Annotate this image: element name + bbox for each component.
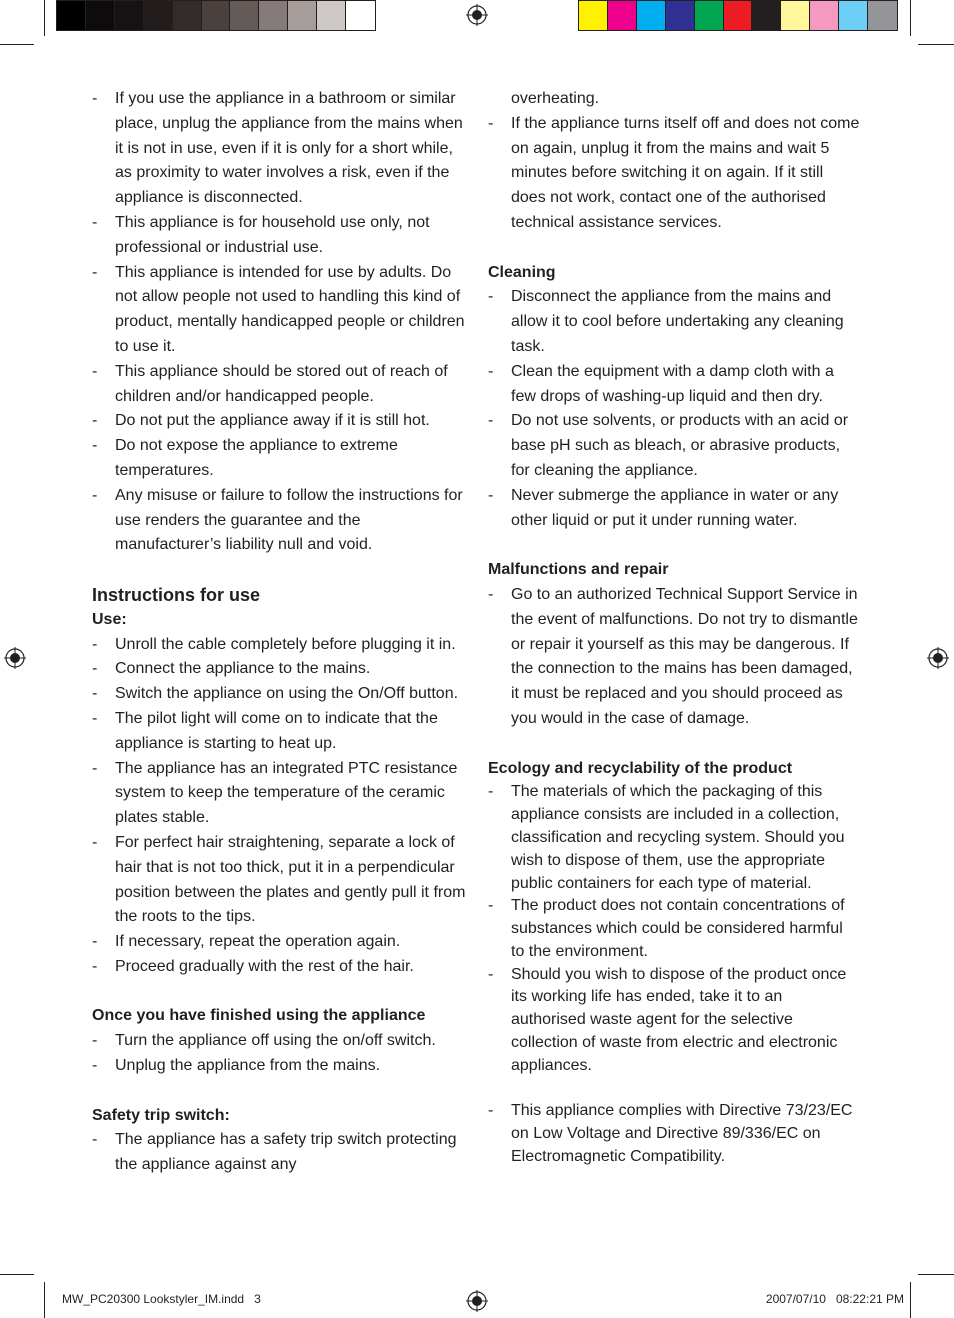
list-item: - The pilot light will come on to indicate that the appliance is starting to heat up.: [92, 707, 468, 757]
ecology-list: [488, 781, 860, 1169]
finished-heading: Once you have finished using the appliance: [92, 1007, 426, 1025]
continuation-text: overheating.: [511, 90, 600, 107]
finished-list: [92, 1029, 468, 1079]
footer-filename: MW_PC20300 Lookstyler_IM.indd 3: [62, 1292, 261, 1306]
color-swatch: [724, 1, 753, 30]
color-swatch: [173, 1, 202, 30]
list-item: - This appliance is for household use only, not professional or industrial use.: [92, 211, 468, 261]
list-item: - Do not put the appliance away if it is still hot.: [92, 409, 468, 434]
color-swatch: [86, 1, 115, 30]
list-item: - The appliance has a safety trip switch protecting the appliance against any: [92, 1128, 468, 1178]
left-column: [92, 87, 468, 1178]
list-item: - Switch the appliance on using the On/Off button.: [92, 682, 468, 707]
list-item: - Proceed gradually with the rest of the hair.: [92, 955, 468, 980]
color-swatch: [230, 1, 259, 30]
use-list: [92, 633, 468, 980]
registration-mark-icon: [927, 647, 949, 669]
grayscale-color-bar: [56, 0, 376, 31]
list-item: - If you use the appliance in a bathroom or similar place, unplug the appliance from the mains when it is not in use, even if it is only for a short while, as proximity to water involves a risk, even if the appliance is disconnected.: [92, 87, 468, 211]
list-item: - Any misuse or failure to follow the instructions for use renders the guarantee and the manufacturer’s liability null and void.: [92, 484, 468, 558]
list-item: - Unplug the appliance from the mains.: [92, 1054, 468, 1079]
footer-datetime: 2007/07/10 08:22:21 PM: [765, 1292, 904, 1306]
crop-mark: [44, 1282, 45, 1318]
process-color-bar: [578, 0, 898, 31]
color-swatch: [346, 1, 375, 30]
ecology-heading: Ecology and recyclability of the product: [488, 759, 793, 777]
safety-precautions-list: [92, 87, 468, 558]
color-swatch: [115, 1, 144, 30]
list-item: - For perfect hair straightening, separate a lock of hair that is not too thick, put it in a perpendicular position between the plates and gently pull it from the roots to the tips.: [92, 831, 468, 930]
list-item: - Clean the equipment with a damp cloth with a few drops of washing-up liquid and then dry.: [488, 360, 860, 410]
registration-mark-icon: [466, 1290, 488, 1312]
list-item: - Do not expose the appliance to extreme temperatures.: [92, 434, 468, 484]
crop-mark: [0, 1274, 34, 1275]
list-item: - Should you wish to dispose of the product once its working life has ended, take it to an authorised waste agent for the selective collection of waste from electric and electronic appliances.: [488, 964, 860, 1078]
list-item: - This appliance complies with Directive 73/23/EC on Low Voltage and Directive 89/336/EC on Electromagnetic Compatibility.: [488, 1100, 860, 1168]
safety-trip-list: [92, 1128, 468, 1178]
crop-mark: [910, 0, 911, 36]
registration-mark-icon: [466, 4, 488, 26]
malfunctions-heading: Malfunctions and repair: [488, 561, 669, 579]
right-column: [488, 87, 860, 1169]
color-swatch: [839, 1, 868, 30]
color-swatch: [666, 1, 695, 30]
malfunctions-list: [488, 583, 860, 732]
list-item: - Do not use solvents, or products with an acid or base pH such as bleach, or abrasive products, for cleaning the appliance.: [488, 409, 860, 483]
registration-mark-icon: [4, 647, 26, 669]
crop-mark: [910, 1282, 911, 1318]
list-item: - Disconnect the appliance from the mains and allow it to cool before undertaking any cleaning task.: [488, 285, 860, 359]
color-swatch: [144, 1, 173, 30]
list-item: - The product does not contain concentrations of substances which could be considered harmful to the environment.: [488, 895, 860, 963]
color-swatch: [288, 1, 317, 30]
color-swatch: [868, 1, 897, 30]
instructions-heading: Instructions for use: [92, 584, 261, 605]
crop-mark: [44, 0, 45, 36]
cleaning-list: [488, 285, 860, 533]
crop-mark: [0, 44, 34, 45]
crop-mark: [918, 1274, 954, 1275]
color-swatch: [259, 1, 288, 30]
list-item: - Unroll the cable completely before plugging it in.: [92, 633, 468, 658]
list-item: - The materials of which the packaging of this appliance consists are included in a collection, classification and recycling system. Should you wish to dispose of them, use the appropriate public containers for each type of material.: [488, 781, 860, 895]
list-item: - Connect the appliance to the mains.: [92, 657, 468, 682]
color-swatch: [57, 1, 86, 30]
list-item: - This appliance should be stored out of reach of children and/or handicapped people.: [92, 360, 468, 410]
cleaning-heading: Cleaning: [488, 263, 556, 281]
color-swatch: [695, 1, 724, 30]
color-swatch: [317, 1, 346, 30]
list-item: - The appliance has an integrated PTC resistance system to keep the temperature of the ceramic plates stable.: [92, 757, 468, 831]
color-swatch: [637, 1, 666, 30]
color-swatch: [608, 1, 637, 30]
list-item: - If necessary, repeat the operation again.: [92, 930, 468, 955]
use-subheading: Use:: [92, 610, 127, 628]
color-swatch: [810, 1, 839, 30]
list-item: - This appliance is intended for use by adults. Do not allow people not used to handling this kind of product, mentally handicapped people or children to use it.: [92, 261, 468, 360]
safety-trip-heading: Safety trip switch:: [92, 1106, 230, 1124]
color-swatch: [752, 1, 781, 30]
color-swatch: [202, 1, 231, 30]
color-swatch: [781, 1, 810, 30]
list-item: - Go to an authorized Technical Support Service in the event of malfunctions. Do not try to dismantle or repair it yourself as this may be dangerous. If the connection to the mains has been damaged, it must be replaced and you should proceed as you would in the case of damage.: [488, 583, 860, 732]
list-item: - Turn the appliance off using the on/off switch.: [92, 1029, 468, 1054]
list-item: - If the appliance turns itself off and does not come on again, unplug it from the mains and wait 5 minutes before switching it on again. If it still does not work, contact one of the authorised technical assistance services.: [488, 112, 860, 236]
crop-mark: [918, 44, 954, 45]
list-item: - Never submerge the appliance in water or any other liquid or put it under running water.: [488, 484, 860, 534]
color-swatch: [579, 1, 608, 30]
